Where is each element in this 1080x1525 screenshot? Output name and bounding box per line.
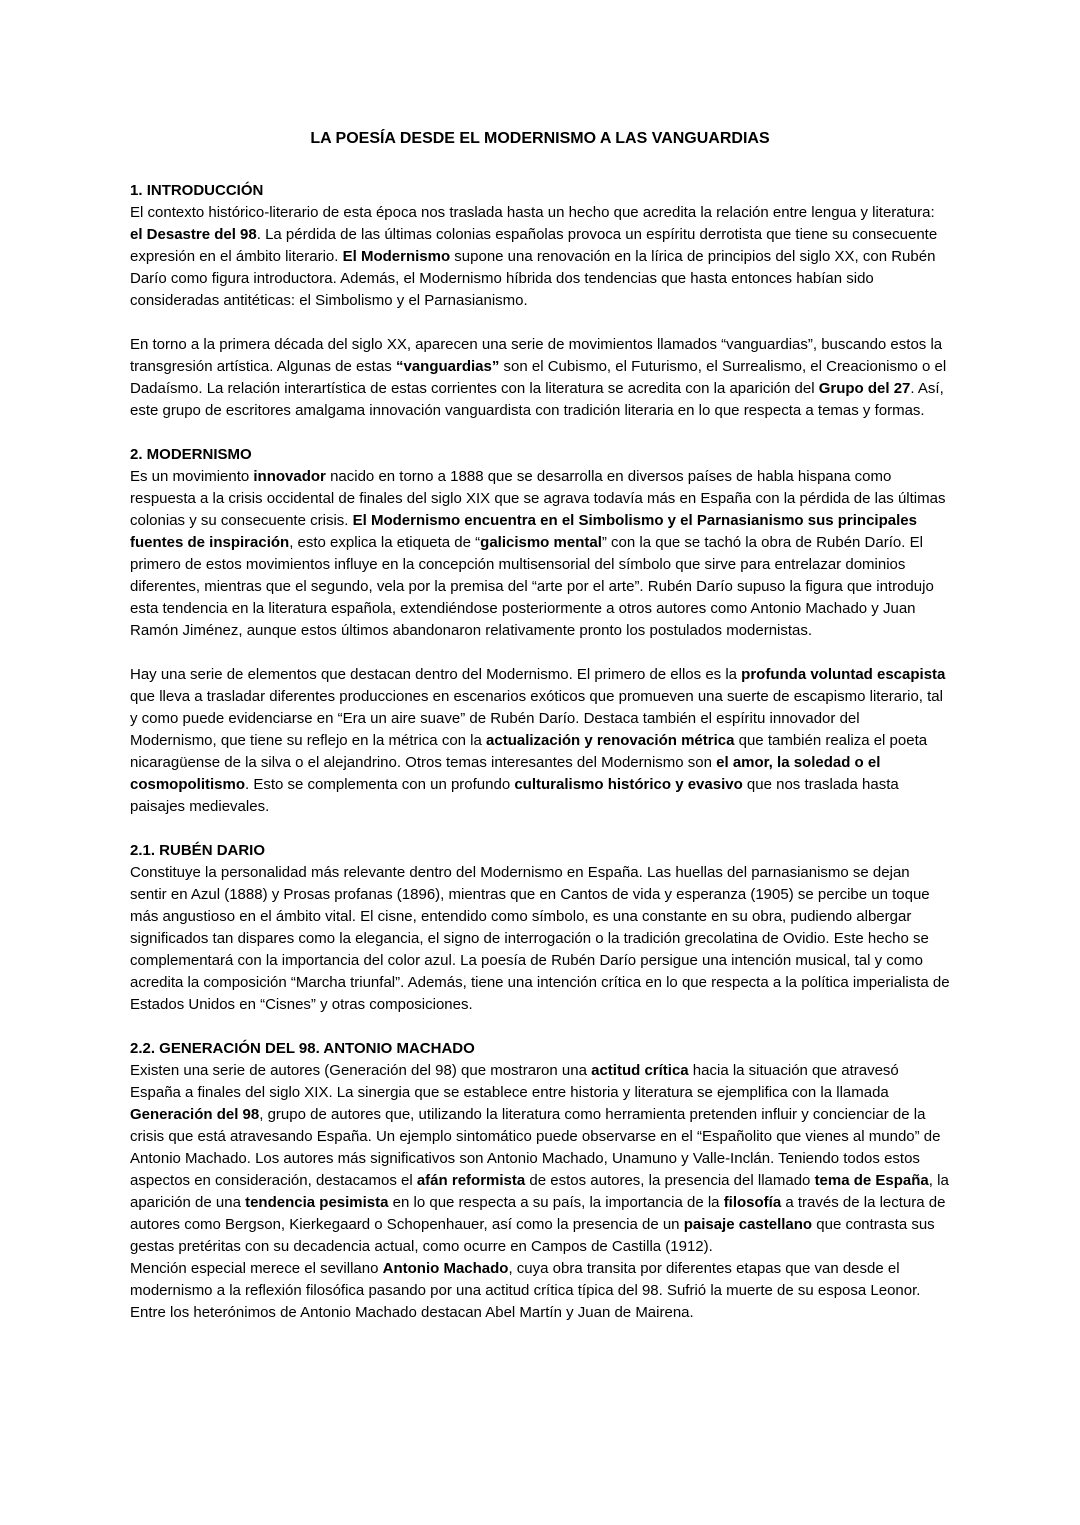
section-heading: 2.1. RUBÉN DARIO — [130, 842, 266, 859]
section-heading: 2. MODERNISMO — [130, 446, 252, 463]
paragraph: Hay una serie de elementos que destacan dentro del Modernismo. El primero de ellos es la profunda voluntad escapista que lleva a trasladar diferentes producciones en escenarios exóticos que promueven una suerte de escapismo literario, tal y como puede evidenciarse en “Era un aire suave” de Rubén Darío. Destaca también el espíritu innovador del Modernismo, que tiene su reflejo en la métrica con la actualización y renovación métrica que también realiza el poeta nicaragüense de la silva o el alejandrino. Otros temas interesantes del Modernismo son el amor, la soledad o el cosmopolitismo. Esto se complementa con un profundo culturalismo histórico y evasivo que nos traslada hasta paisajes medievales. — [130, 666, 946, 815]
paragraph: Mención especial merece el sevillano Antonio Machado, cuya obra transita por diferentes etapas que van desde el modernismo a la reflexión filosófica pasando por una actitud crítica típica del 98. Sufrió la muerte de su esposa Leonor. Entre los heterónimos de Antonio Machado destacan Abel Martín y Juan de Mairena. — [130, 1260, 921, 1321]
paragraph: En torno a la primera década del siglo XX, aparecen una serie de movimientos llamados “vanguardias”, buscando estos la transgresión artística. Algunas de estas “vanguardias” son el Cubismo, el Futurismo, el Surrealismo, el Creacionismo o el Dadaísmo. La relación interartística de estas corrientes con la literatura se acredita con la aparición del Grupo del 27. Así, este grupo de escritores amalgama innovación vanguardista con tradición literaria en lo que respecta a temas y formas. — [130, 336, 947, 419]
document-title: LA POESÍA DESDE EL MODERNISMO A LAS VANGUARDIAS — [310, 130, 770, 147]
section-modernismo — [130, 444, 950, 818]
section-heading: 2.2. GENERACIÓN DEL 98. ANTONIO MACHADO — [130, 1040, 475, 1057]
paragraph: Constituye la personalidad más relevante dentro del Modernismo en España. Las huellas del parnasianismo se dejan sentir en Azul (1888) y Prosas profanas (1896), mientras que en Cantos de vida y esperanza (1905) se percibe un toque más angustioso en el ámbito vital. El cisne, entendido como símbolo, es una constante en su obra, pudiendo albergar significados tan dispares como la elegancia, el signo de interrogación o la tradición grecolatina de Ovidio. Este hecho se complementará con la importancia del color azul. La poesía de Rubén Darío persigue una intención musical, tal y como acredita la composición “Marcha triunfal”. Además, tiene una intención crítica en lo que respecta a la política imperialista de Estados Unidos en “Cisnes” y otras composiciones. — [130, 864, 950, 1013]
section-ruben-dario — [130, 840, 950, 1016]
paragraph: Es un movimiento innovador nacido en torno a 1888 que se desarrolla en diversos países de habla hispana como respuesta a la crisis occidental de finales del siglo XIX que se agrava todavía más en España con la pérdida de las últimas colonias y su consecuente crisis. El Modernismo encuentra en el Simbolismo y el Parnasianismo sus principales fuentes de inspiración, esto explica la etiqueta de “galicismo mental” con la que se tachó la obra de Rubén Darío. El primero de estos movimientos influye en la concepción multisensorial del símbolo que sirve para entrelazar dominios diferentes, mientras que el segundo, vela por la premisa del “arte por el arte”. Rubén Darío supuso la figura que introdujo esta tendencia en la literatura española, extendiéndose posteriormente a otros autores como Antonio Machado y Juan Ramón Jiménez, aunque estos últimos abandonaron relativamente pronto los postulados modernistas. — [130, 468, 946, 639]
paragraph: Existen una serie de autores (Generación del 98) que mostraron una actitud crítica hacia la situación que atravesó España a finales del siglo XIX. La sinergia que se establece entre historia y literatura se ejemplifica con la llamada Generación del 98, grupo de autores que, utilizando la literatura como herramienta pretenden influir y concienciar de la crisis que está atravesando España. Un ejemplo sintomático puede observarse en el “Españolito que vienes al mundo” de Antonio Machado. Los autores más significativos son Antonio Machado, Unamuno y Valle-Inclán. Teniendo todos estos aspectos en consideración, destacamos el afán reformista de estos autores, la presencia del llamado tema de España, la aparición de una tendencia pesimista en lo que respecta a su país, la importancia de la filosofía a través de la lectura de autores como Bergson, Kierkegaard o Schopenhauer, así como la presencia de un paisaje castellano que contrasta sus gestas pretéritas con su decadencia actual, como ocurre en Campos de Castilla (1912). — [130, 1062, 949, 1255]
section-generacion-98 — [130, 1038, 950, 1324]
section-introduccion — [130, 180, 950, 422]
paragraph: El contexto histórico-literario de esta época nos traslada hasta un hecho que acredita la relación entre lengua y literatura: el Desastre del 98. La pérdida de las últimas colonias españolas provoca un espíritu derrotista que tiene su consecuente expresión en el ámbito literario. El Modernismo supone una renovación en la lírica de principios del siglo XX, con Rubén Darío como figura introductora. Además, el Modernismo híbrida dos tendencias que hasta entonces habían sido consideradas antitéticas: el Simbolismo y el Parnasianismo. — [130, 204, 938, 309]
section-heading: 1. INTRODUCCIÓN — [130, 182, 264, 199]
